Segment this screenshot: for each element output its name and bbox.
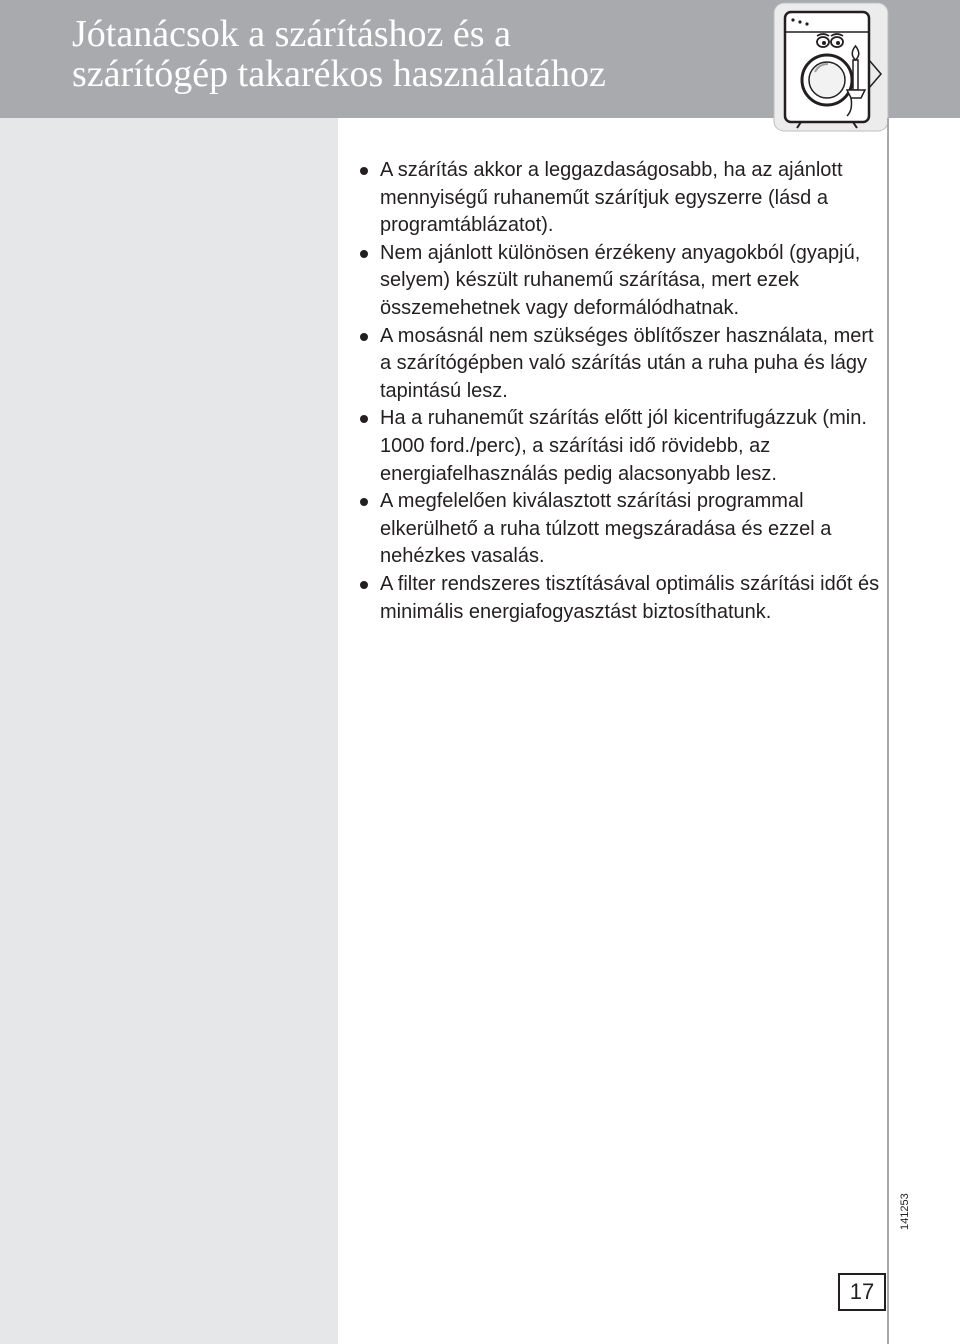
list-item — [355, 488, 890, 571]
tip-text: Nem ajánlott különösen érzékeny anyagokból (gyapjú, selyem) készült ruhanemű szárítása, mert ezek összemehetnek vagy deformálódhatnak. — [380, 241, 861, 319]
bullet-icon — [360, 167, 368, 175]
list-item — [355, 240, 890, 323]
list-item — [355, 571, 890, 626]
tip-text: A szárítás akkor a leggazdaságosabb, ha az ajánlott mennyiségű ruhaneműt szárítjuk egyszerre (lásd a programtáblázatot). — [380, 159, 843, 237]
list-item — [355, 323, 890, 406]
bullet-icon — [360, 581, 368, 589]
bullet-icon — [360, 415, 368, 423]
tips-list — [355, 157, 890, 626]
page-number: 17 — [838, 1273, 886, 1311]
dryer-mascot-icon — [773, 2, 889, 132]
page-title-line-2: szárítógép takarékos használatához — [72, 53, 606, 95]
document-code: 141253 — [899, 1193, 911, 1230]
tip-text: A megfelelően kiválasztott szárítási programmal elkerülhető a ruha túlzott megszáradása és ezzel a nehézkes vasalás. — [380, 490, 832, 568]
page-title — [72, 14, 606, 94]
page-title-line-1: Jótanácsok a szárításhoz és a — [72, 13, 511, 55]
bullet-icon — [360, 333, 368, 341]
bullet-icon — [360, 250, 368, 258]
left-margin-band — [0, 118, 338, 1344]
bullet-icon — [360, 498, 368, 506]
tip-text: Ha a ruhaneműt szárítás előtt jól kicentrifugázzuk (min. 1000 ford./perc), a szárítási idő rövidebb, az energiafelhasználás pedig alacsonyabb lesz. — [380, 407, 867, 485]
tip-text: A mosásnál nem szükséges öblítőszer használata, mert a szárítógépben való szárítás után a ruha puha és lágy tapintású lesz. — [380, 324, 874, 402]
list-item — [355, 405, 890, 488]
tip-text: A filter rendszeres tisztításával optimális szárítási időt és minimális energiafogyasztást biztosíthatunk. — [380, 572, 880, 623]
list-item — [355, 157, 890, 240]
